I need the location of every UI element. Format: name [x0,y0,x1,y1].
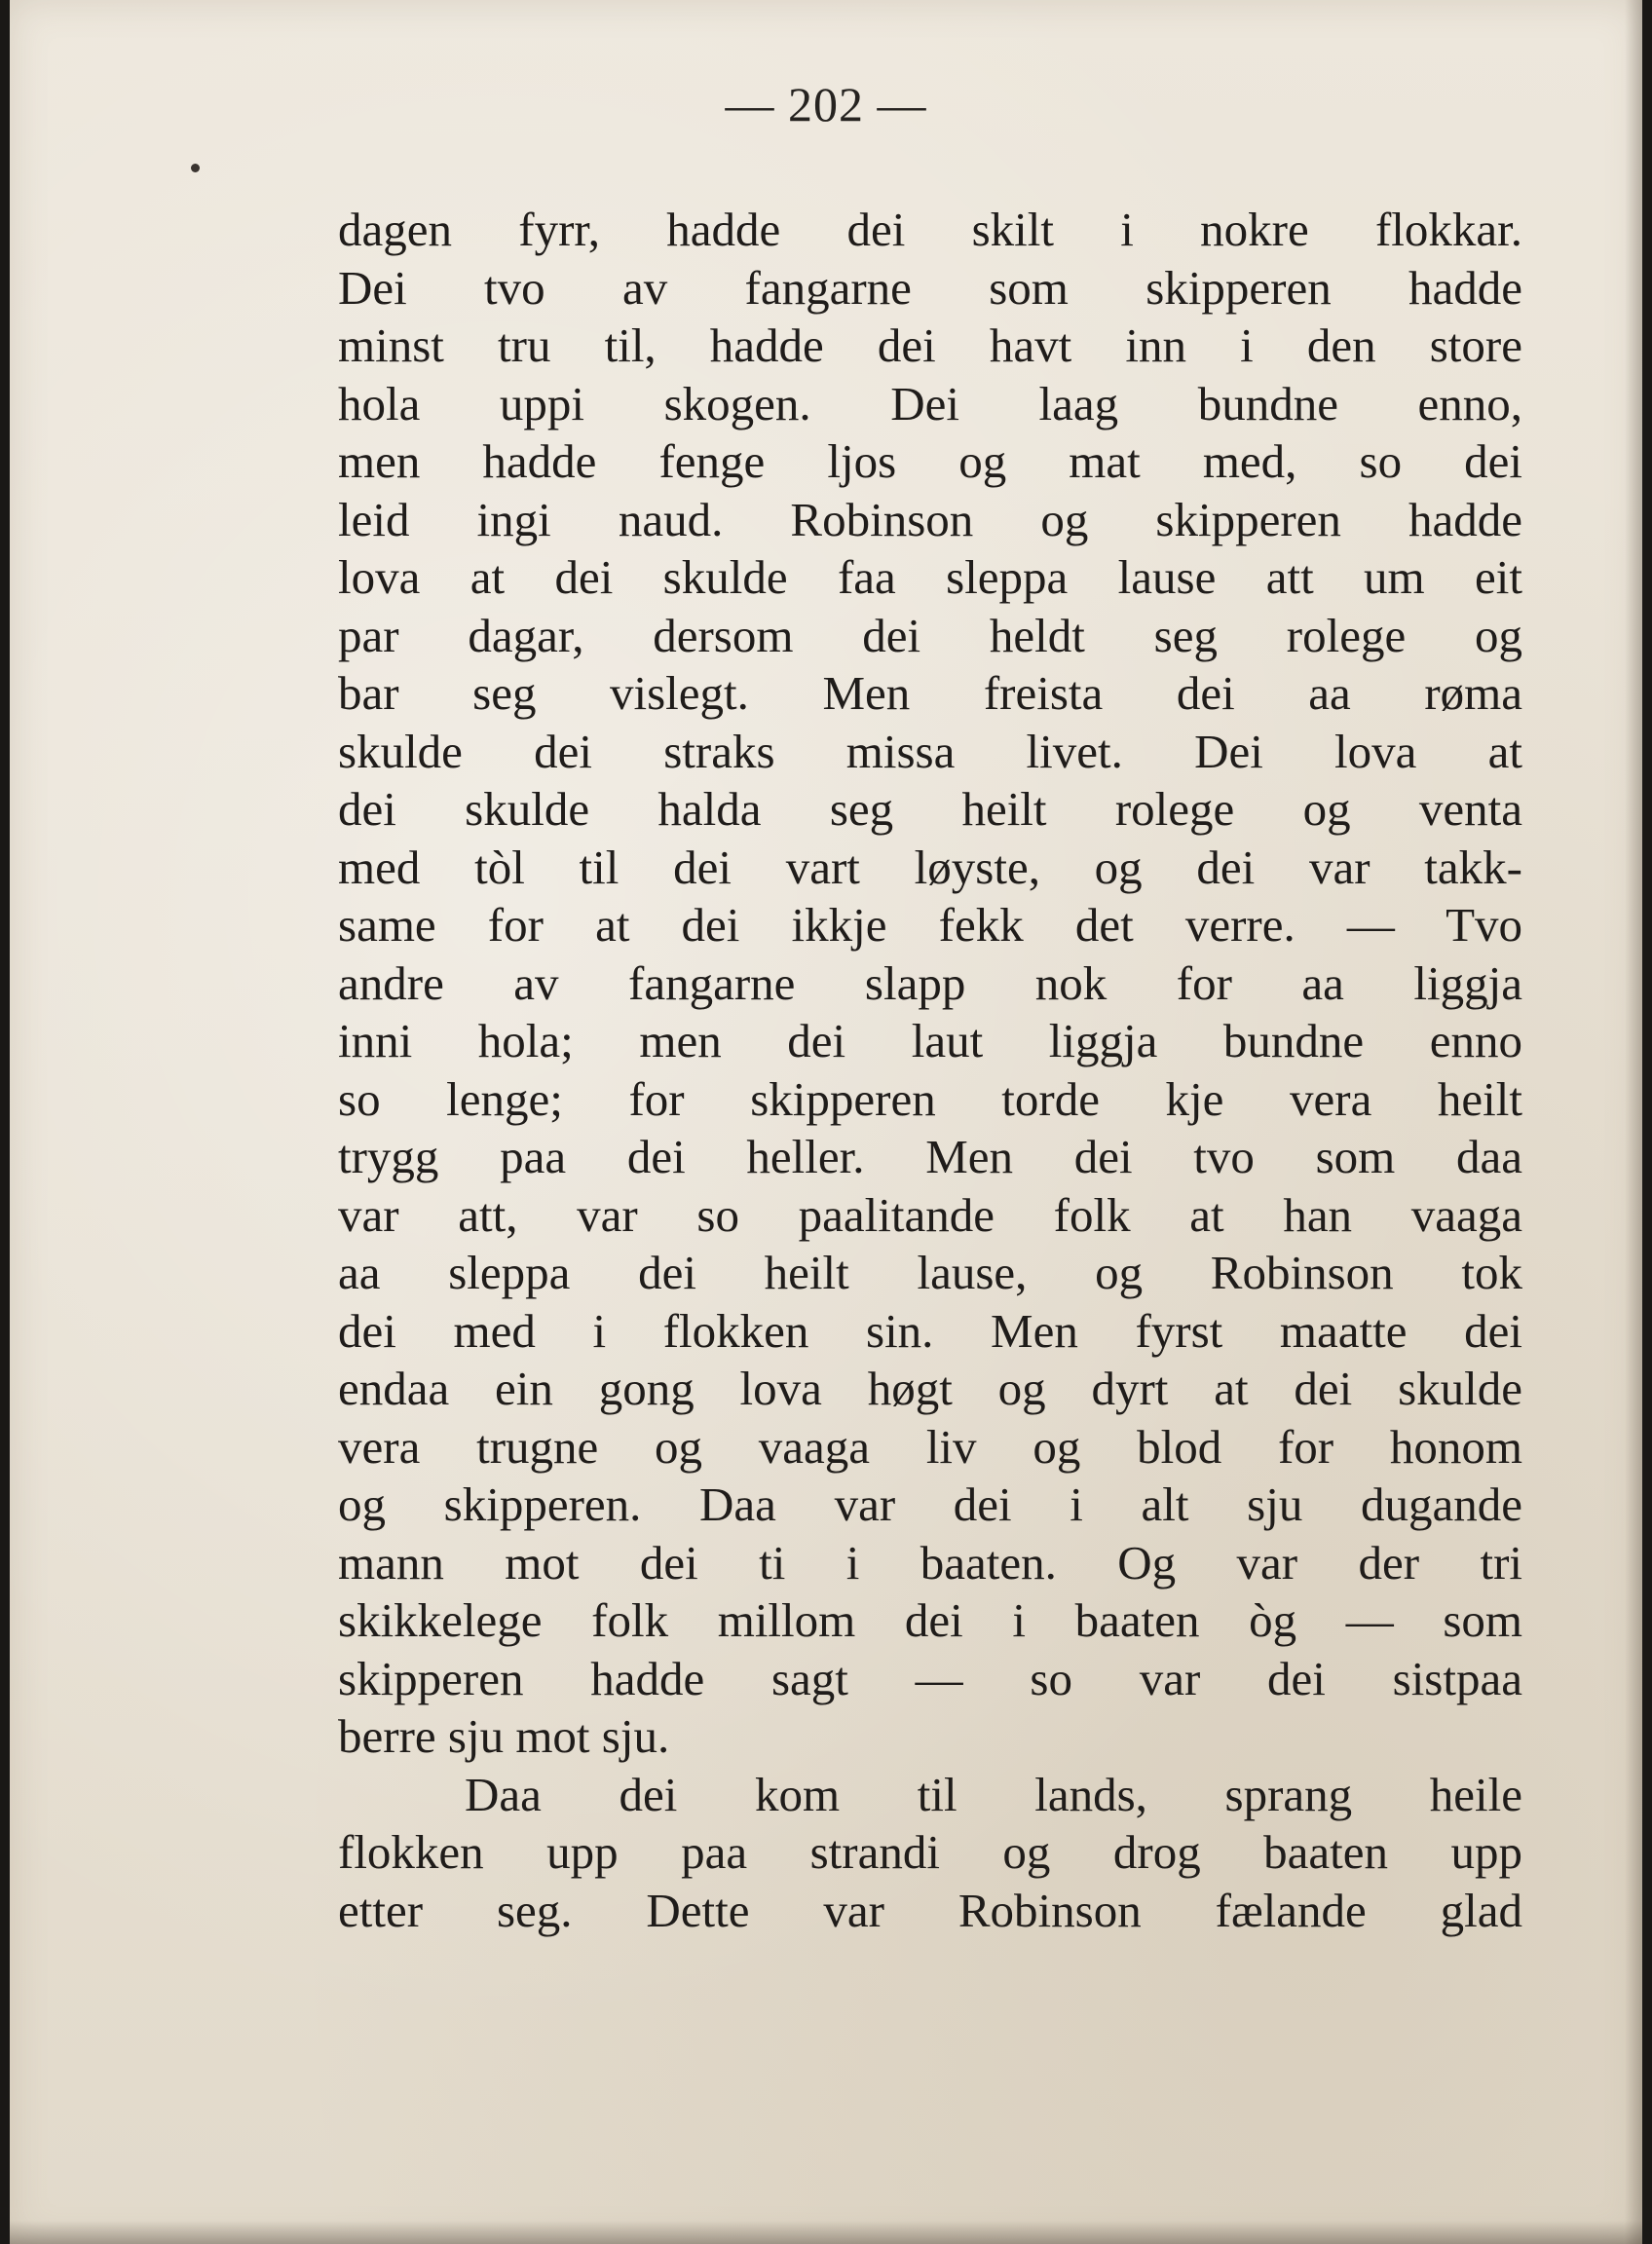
text-line: leid ingi naud. Robinson og skipperen hadde [338,492,1522,546]
text-line: same for at dei ikkje fekk det verre. — Tvo [338,898,1522,952]
text-line: dagen fyrr, hadde dei skilt i nokre flokkar. [338,203,1522,256]
text-line: so lenge; for skipperen torde kje vera heilt [338,1071,1522,1126]
text-line: mann mot dei ti i baaten. Og var der tri [338,1535,1522,1590]
paragraph-end-line: berre sju mot sju. [338,1709,670,1763]
text-line: par dagar, dersom dei heldt seg rolege og [338,608,1522,662]
body-text [338,201,1522,1939]
text-line: Dei tvo av fangarne som skipperen hadde [338,260,1522,315]
text-line: skulde dei straks missa livet. Dei lova at [338,724,1522,778]
text-line: dei med i flokken sin. Men fyrst maatte dei [338,1303,1522,1358]
text-line: bar seg vislegt. Men freista dei aa røma [338,666,1522,720]
text-line: etter seg. Dette var Robinson fælande glad [338,1883,1522,1937]
page-right-shadow [1625,0,1642,2244]
text-line: hola uppi skogen. Dei laag bundne enno, [338,376,1522,430]
text-line: dei skulde halda seg heilt rolege og venta [338,782,1522,836]
text-line: trygg paa dei heller. Men dei tvo som daa [338,1130,1522,1183]
text-line: lova at dei skulde faa sleppa lause att um eit [338,550,1522,604]
text-line: skikkelege folk millom dei i baaten òg — som [338,1593,1522,1647]
text-line: vera trugne og vaaga liv og blod for honom [338,1419,1522,1474]
text-line: skipperen hadde sagt — so var dei sistpaa [338,1651,1522,1705]
page-number: — 202 — [725,77,927,131]
paragraph-start-line: Daa dei kom til lands, sprang heile [465,1767,1522,1821]
text-line: aa sleppa dei heilt lause, og Robinson tok [338,1246,1522,1299]
text-line: og skipperen. Daa var dei i alt sju dugande [338,1477,1522,1531]
book-page [10,0,1642,2244]
text-line: andre av fangarne slapp nok for aa liggja [338,955,1522,1010]
text-line: minst tru til, hadde dei havt inn i den store [338,318,1522,372]
text-line: med tòl til dei vart løyste, og dei var takk- [338,840,1522,894]
text-line: inni hola; men dei laut liggja bundne enno [338,1014,1522,1067]
text-line: endaa ein gong lova høgt og dyrt at dei skulde [338,1362,1522,1415]
text-line: var att, var so paalitande folk at han vaaga [338,1187,1522,1242]
text-line: flokken upp paa strandi og drog baaten upp [338,1825,1522,1879]
page-bottom-shadow [10,2221,1642,2244]
ink-speck [191,164,200,172]
text-line: men hadde fenge ljos og mat med, so dei [338,434,1522,488]
